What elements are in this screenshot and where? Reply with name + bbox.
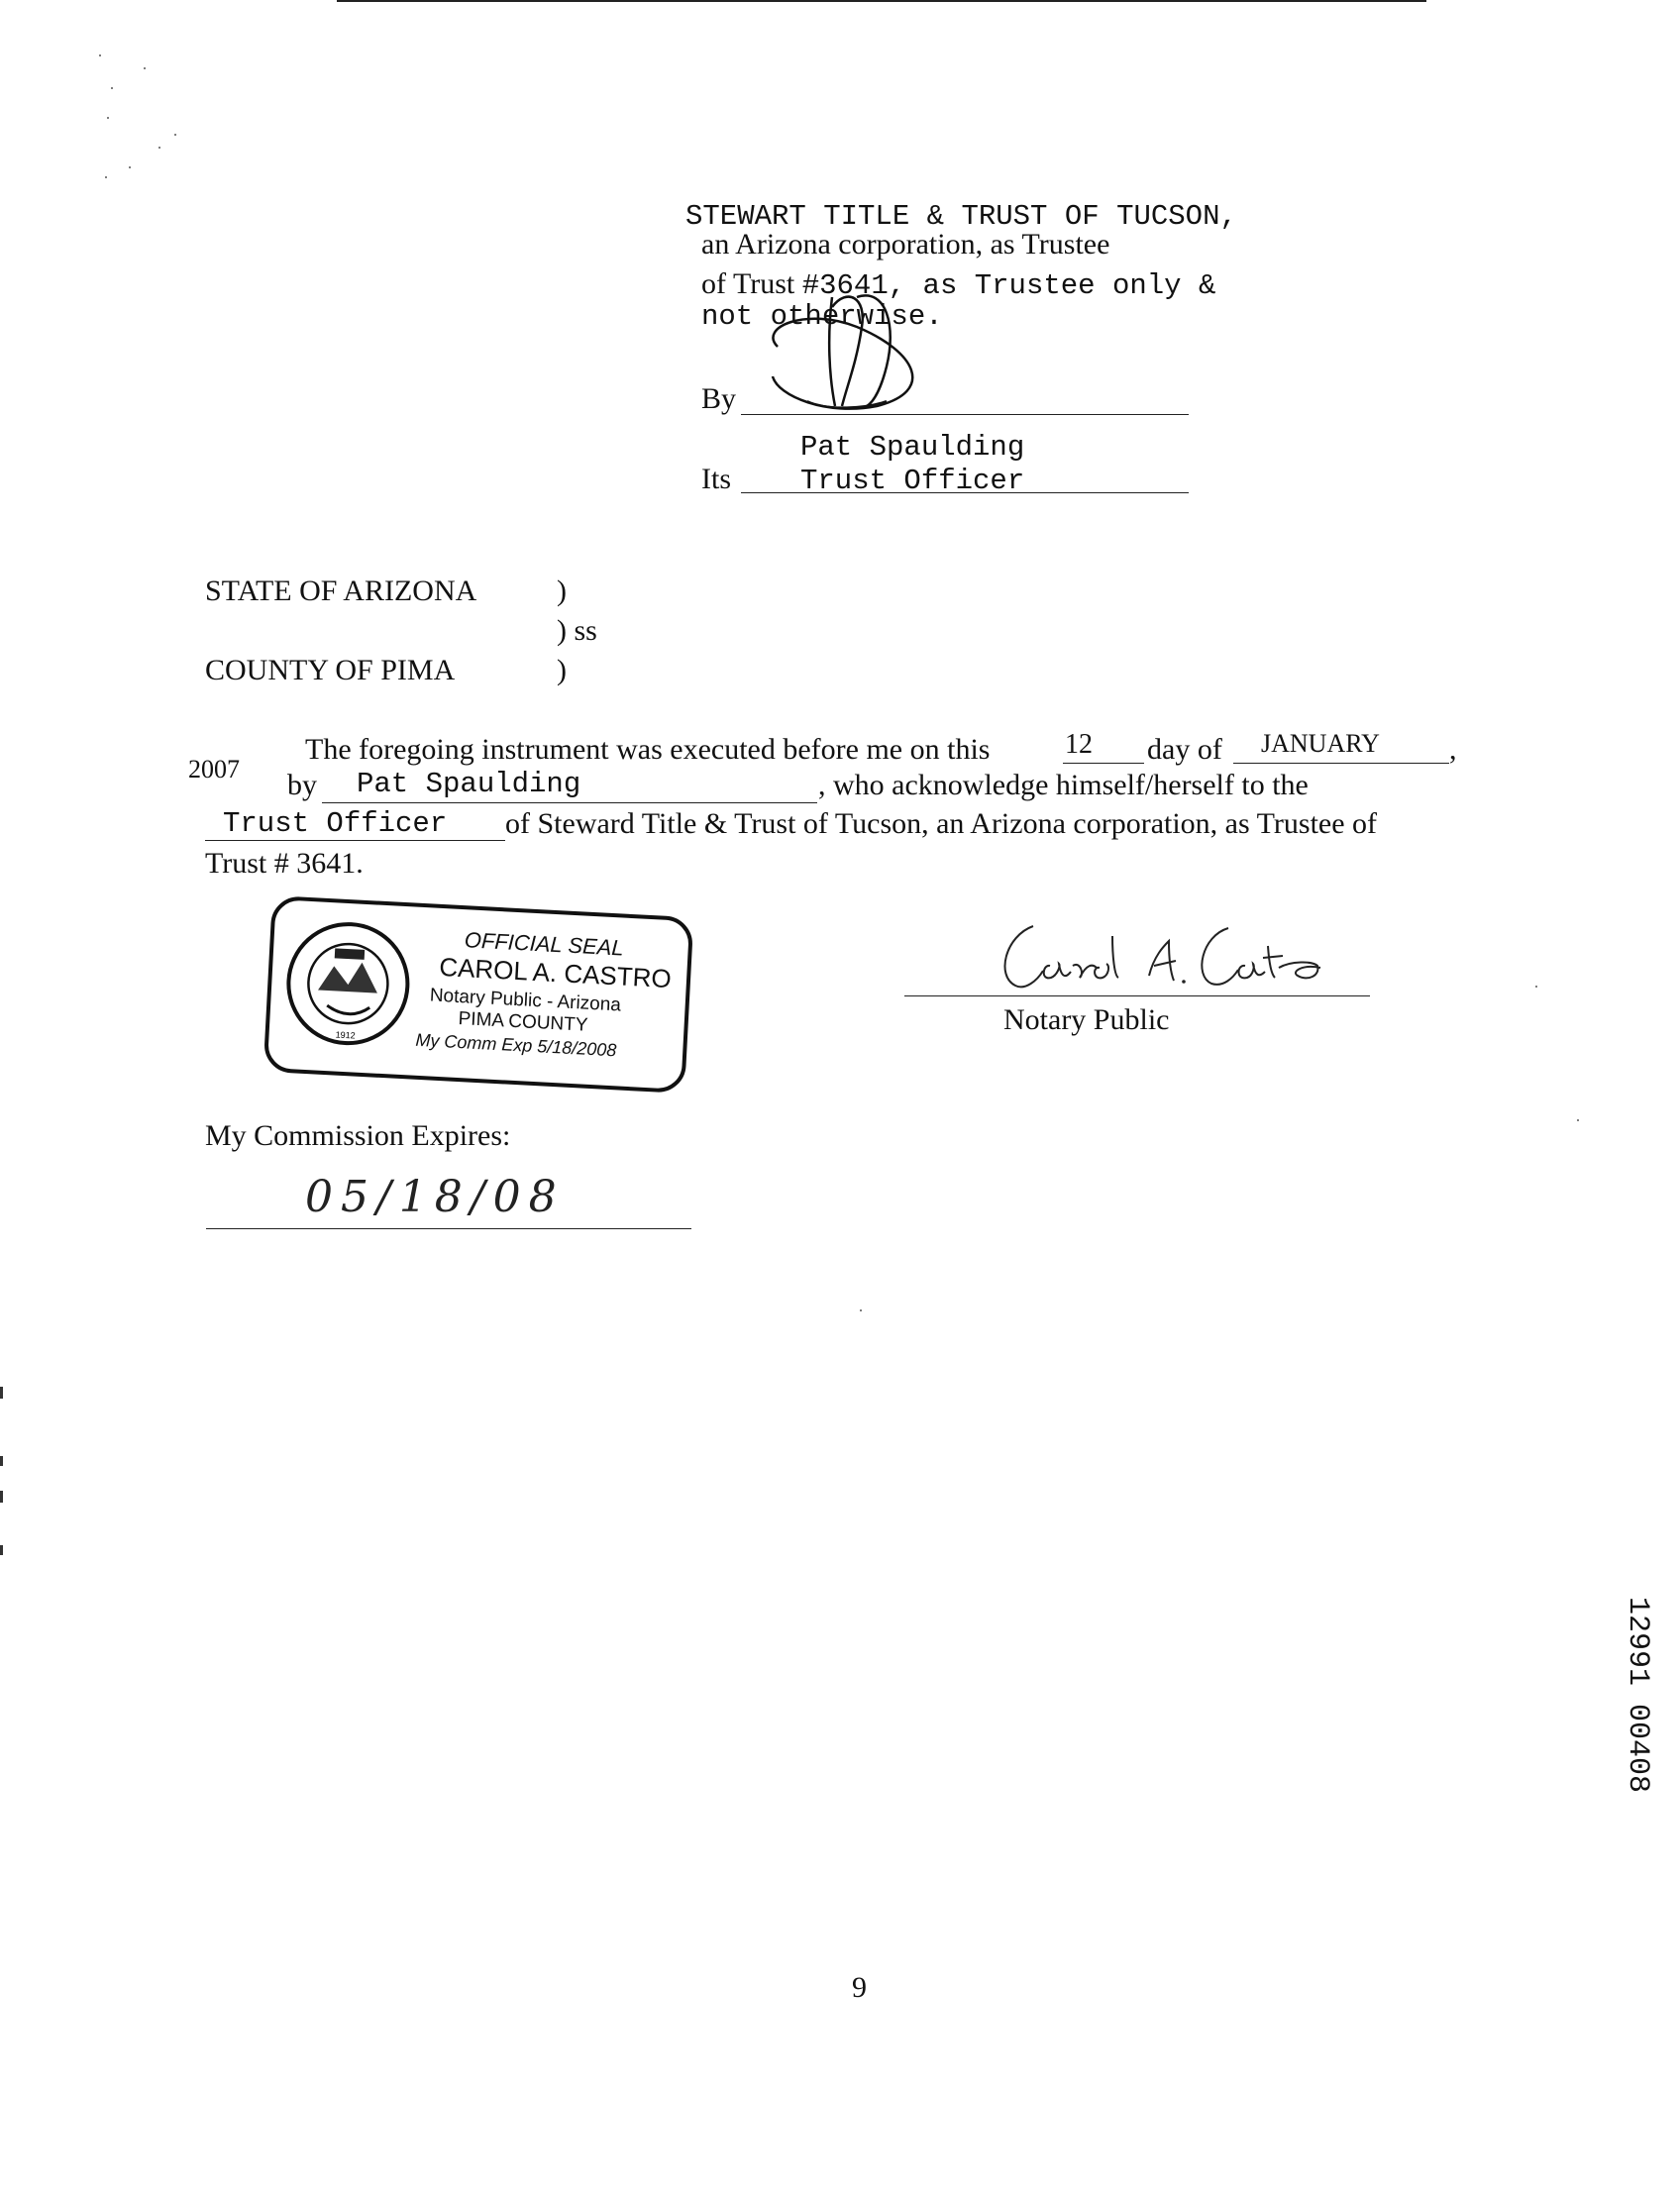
scan-edge-mark bbox=[0, 1491, 3, 1503]
trustee-line-4: not otherwise. bbox=[701, 300, 943, 333]
ack-day-line bbox=[1063, 763, 1144, 764]
ack-name-line bbox=[322, 802, 817, 803]
arizona-seal-emblem bbox=[280, 914, 416, 1054]
trustee-signature bbox=[748, 267, 946, 426]
seal-emblem-year: 1912 bbox=[335, 1029, 356, 1041]
seal-line-3: Notary Public - Arizona bbox=[429, 985, 622, 1016]
seal-line-2: CAROL A. CASTRO bbox=[438, 951, 673, 994]
seal-line-4: PIMA COUNTY bbox=[458, 1007, 588, 1036]
its-line bbox=[741, 492, 1189, 493]
seal-line-1: OFFICIAL SEAL bbox=[464, 927, 625, 961]
ack-name: Pat Spaulding bbox=[357, 768, 581, 800]
by-signature-line bbox=[741, 414, 1189, 415]
venue-paren-1: ) bbox=[557, 574, 567, 607]
trustee-line-3-prefix: of Trust bbox=[701, 267, 802, 300]
notary-signature bbox=[986, 906, 1382, 1000]
ack-text-3: of Steward Title & Trust of Tucson, an Arizona corporation, as Trustee of bbox=[505, 807, 1378, 840]
seal-line-5: My Comm Exp 5/18/2008 bbox=[414, 1029, 617, 1061]
recording-number: 12991 00408 bbox=[1621, 1597, 1654, 1794]
ack-month-line bbox=[1233, 763, 1449, 764]
ack-month: JANUARY bbox=[1261, 729, 1380, 758]
ack-year: 2007 bbox=[188, 755, 240, 783]
top-border-line bbox=[337, 0, 1426, 2]
scan-edge-mark bbox=[0, 1545, 3, 1555]
signer-title: Trust Officer bbox=[800, 465, 1025, 497]
trustee-line-1: STEWART TITLE & TRUST OF TUCSON, bbox=[685, 200, 1237, 233]
scan-edge-mark bbox=[0, 1387, 3, 1399]
ack-day: 12 bbox=[1065, 729, 1093, 760]
trustee-line-2: an Arizona corporation, as Trustee bbox=[701, 228, 1110, 261]
ack-by: by bbox=[287, 769, 317, 801]
ack-text-2: , who acknowledge himself/herself to the bbox=[818, 769, 1309, 801]
ack-title-line bbox=[205, 840, 505, 841]
venue-ss: ) ss bbox=[557, 614, 597, 647]
scan-edge-mark bbox=[0, 1456, 3, 1466]
signer-name: Pat Spaulding bbox=[800, 431, 1025, 464]
venue-state: STATE OF ARIZONA bbox=[205, 574, 477, 607]
ack-title: Trust Officer bbox=[223, 807, 448, 840]
ack-day-of: day of bbox=[1147, 733, 1222, 766]
notary-signature-line bbox=[904, 995, 1370, 996]
commission-date-line bbox=[206, 1228, 691, 1229]
commission-date: 05/18/08 bbox=[305, 1172, 565, 1222]
by-label: By bbox=[701, 382, 737, 415]
page-number: 9 bbox=[852, 1971, 867, 2004]
notary-label: Notary Public bbox=[1003, 1003, 1170, 1036]
ack-text-4: Trust # 3641. bbox=[205, 847, 364, 880]
commission-label: My Commission Expires: bbox=[205, 1119, 511, 1152]
ack-comma: , bbox=[1449, 733, 1457, 766]
its-label: Its bbox=[701, 463, 731, 495]
venue-paren-2: ) bbox=[557, 654, 567, 686]
trustee-line-3-rest: #3641, as Trustee only & bbox=[801, 269, 1216, 302]
notary-seal bbox=[263, 895, 694, 1094]
venue-county: COUNTY OF PIMA bbox=[205, 654, 456, 686]
ack-text-1: The foregoing instrument was executed before me on this bbox=[305, 733, 991, 766]
